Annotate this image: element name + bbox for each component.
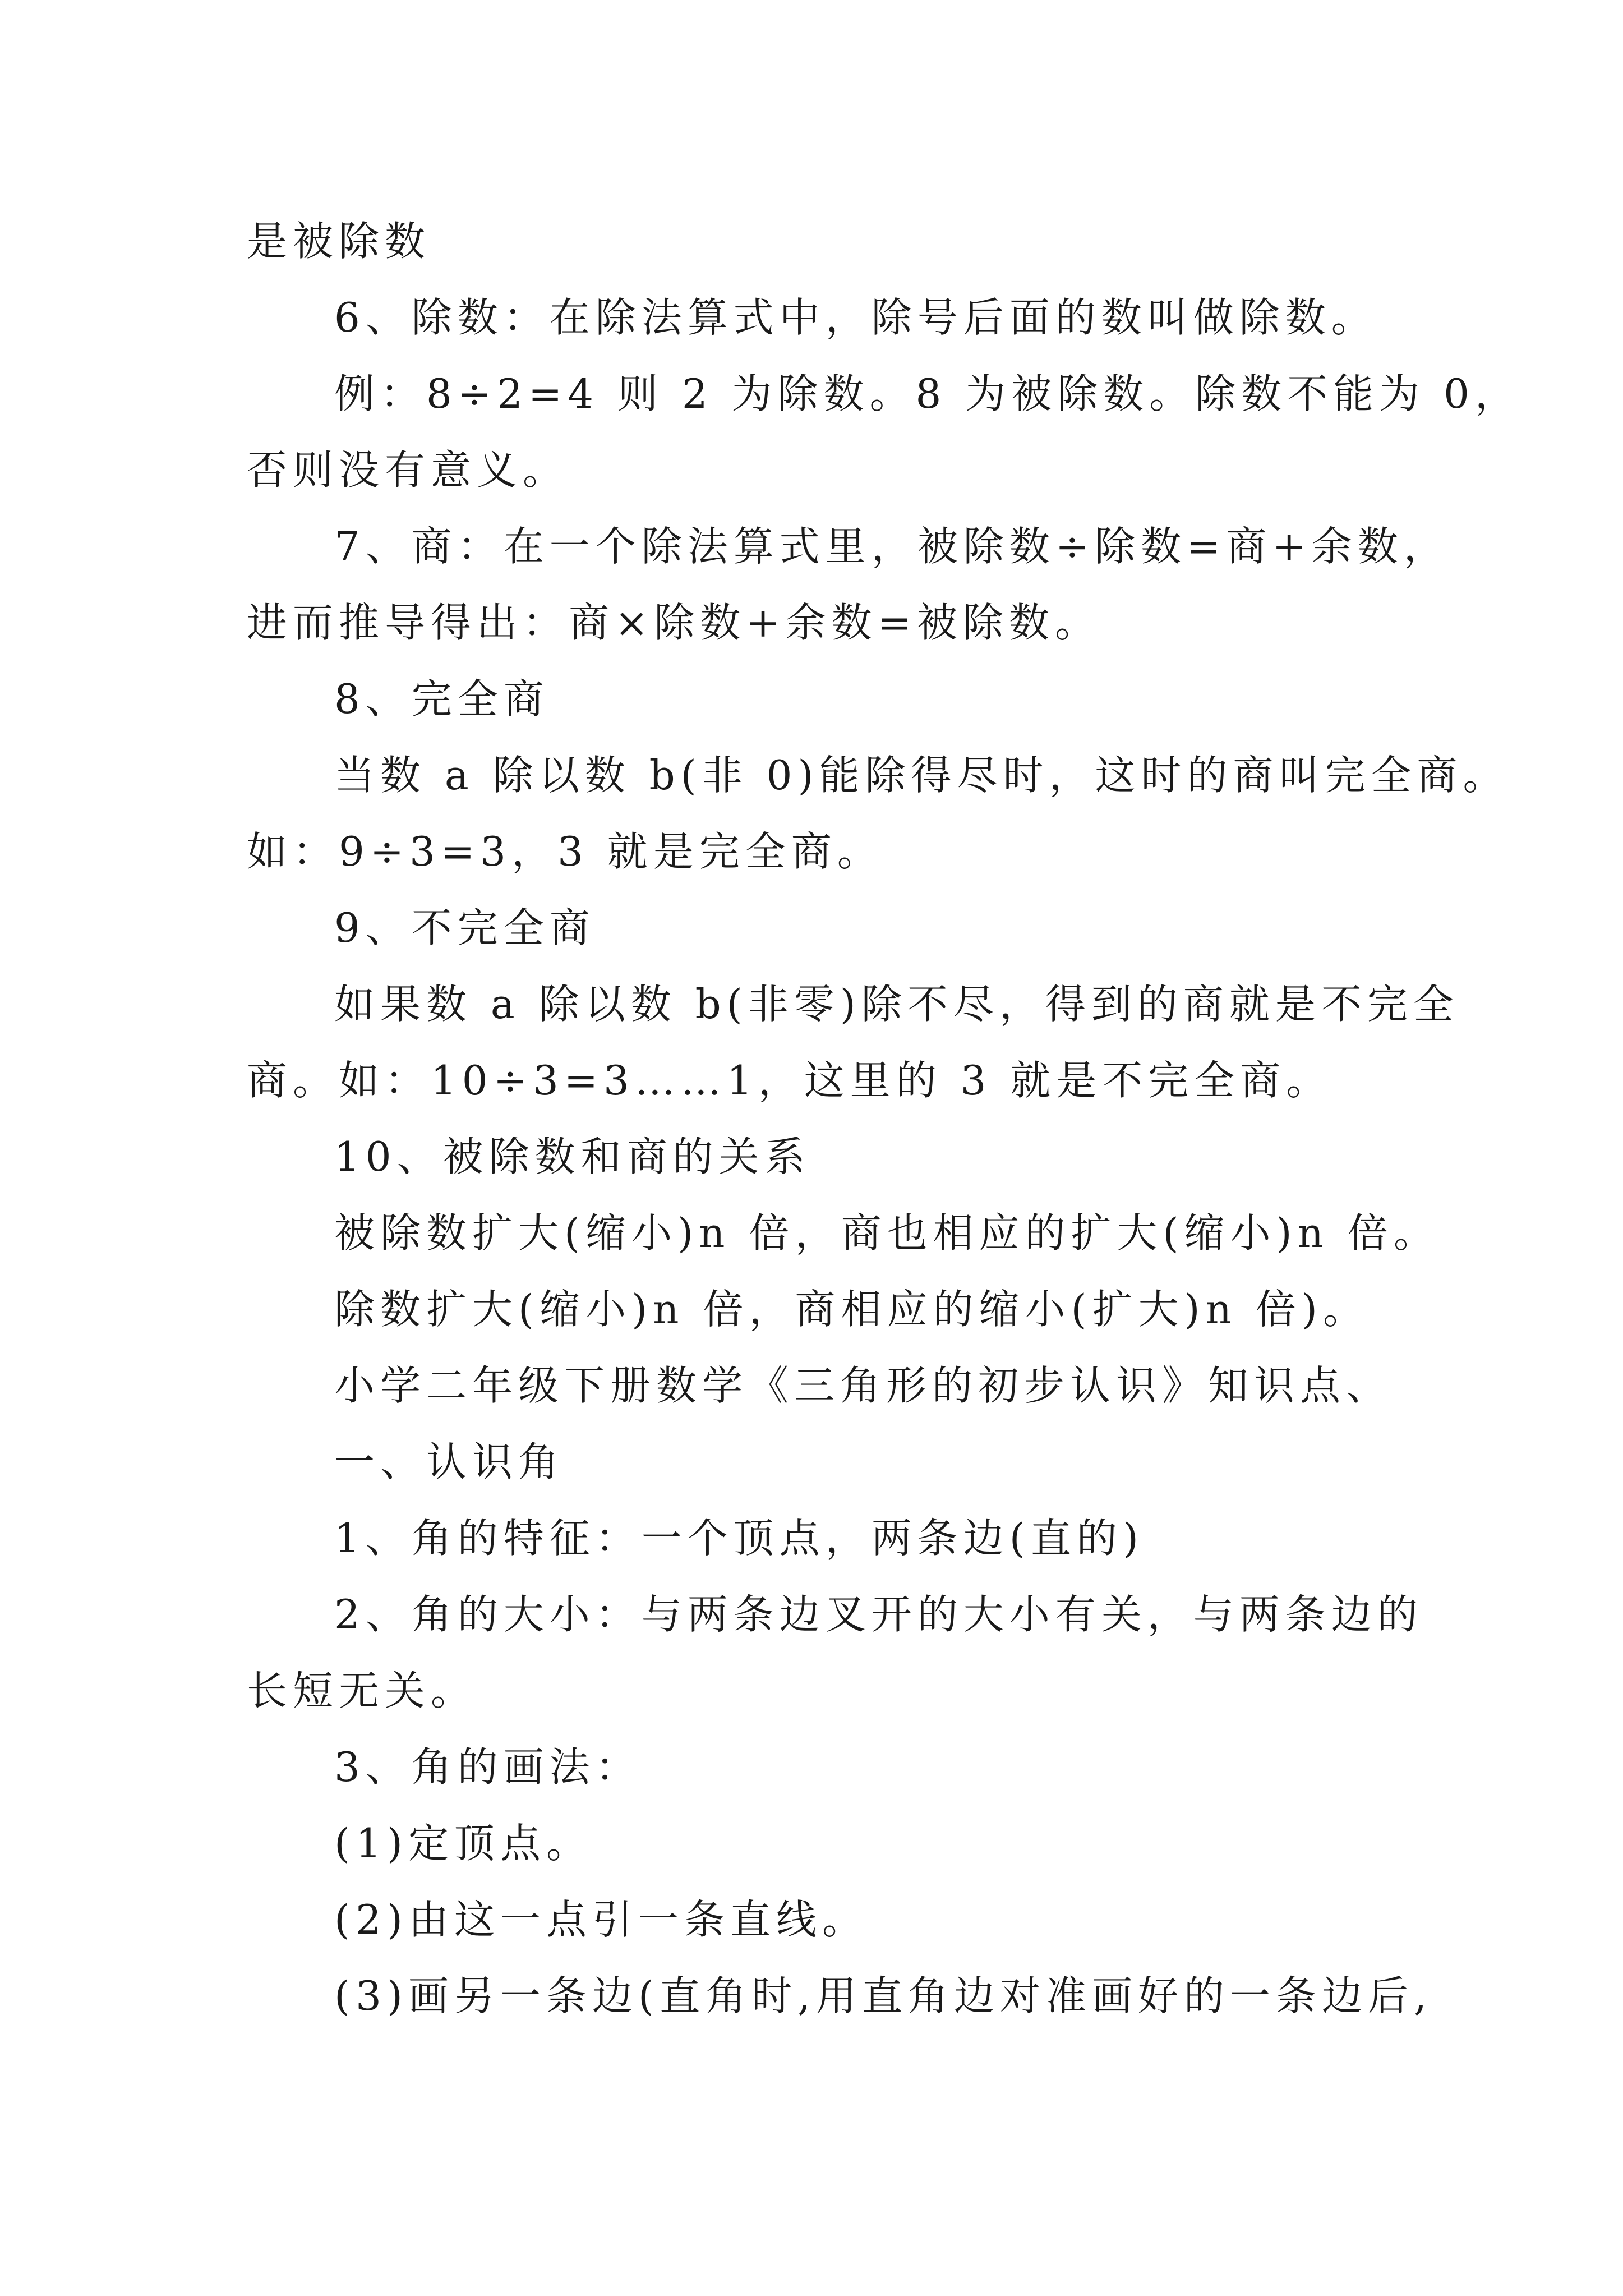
- text-line: 是被除数: [247, 218, 431, 265]
- text-line: 如：9÷3=3，3 就是完全商。: [247, 828, 883, 875]
- text-line: 10、被除数和商的关系: [334, 1133, 811, 1180]
- text-line: 6、除数：在除法算式中，除号后面的数叫做除数。: [334, 294, 1377, 341]
- text-line: 除数扩大(缩小)n 倍，商相应的缩小(扩大)n 倍)。: [334, 1286, 1369, 1333]
- text-line: 当数 a 除以数 b(非 0)能除得尽时，这时的商叫完全商。: [334, 752, 1509, 799]
- text-line: (3)画另一条边(直角时,用直角边对准画好的一条边后,: [334, 1972, 1432, 2019]
- text-line: 否则没有意义。: [247, 447, 569, 494]
- text-line: 3、角的画法：: [334, 1743, 642, 1791]
- text-line: 长短无关。: [247, 1667, 477, 1714]
- text-line: 商。如：10÷3=3……1，这里的 3 就是不完全商。: [247, 1057, 1332, 1104]
- text-line: 被除数扩大(缩小)n 倍，商也相应的扩大(缩小)n 倍。: [334, 1209, 1440, 1257]
- text-line: 小学二年级下册数学《三角形的初步认识》知识点、: [334, 1362, 1393, 1409]
- text-line: (1)定顶点。: [334, 1820, 592, 1867]
- text-line: 1、角的特征：一个顶点，两条边(直的): [334, 1515, 1144, 1562]
- text-line: 进而推导得出：商×除数+余数=被除数。: [247, 599, 1101, 646]
- text-line: 一、认识角: [334, 1438, 565, 1485]
- text-line: (2)由这一点引一条直线。: [334, 1896, 868, 1943]
- text-line: 如果数 a 除以数 b(非零)除不尽，得到的商就是不完全: [334, 981, 1459, 1028]
- text-line: 9、不完全商: [334, 904, 596, 951]
- text-line: 例：8÷2=4 则 2 为除数。8 为被除数。除数不能为 0，: [334, 370, 1521, 417]
- text-line: 2、角的大小：与两条边叉开的大小有关，与两条边的: [334, 1591, 1423, 1638]
- text-line: 8、完全商: [334, 675, 550, 723]
- text-line: 7、商：在一个除法算式里，被除数÷除数=商+余数，: [334, 523, 1450, 570]
